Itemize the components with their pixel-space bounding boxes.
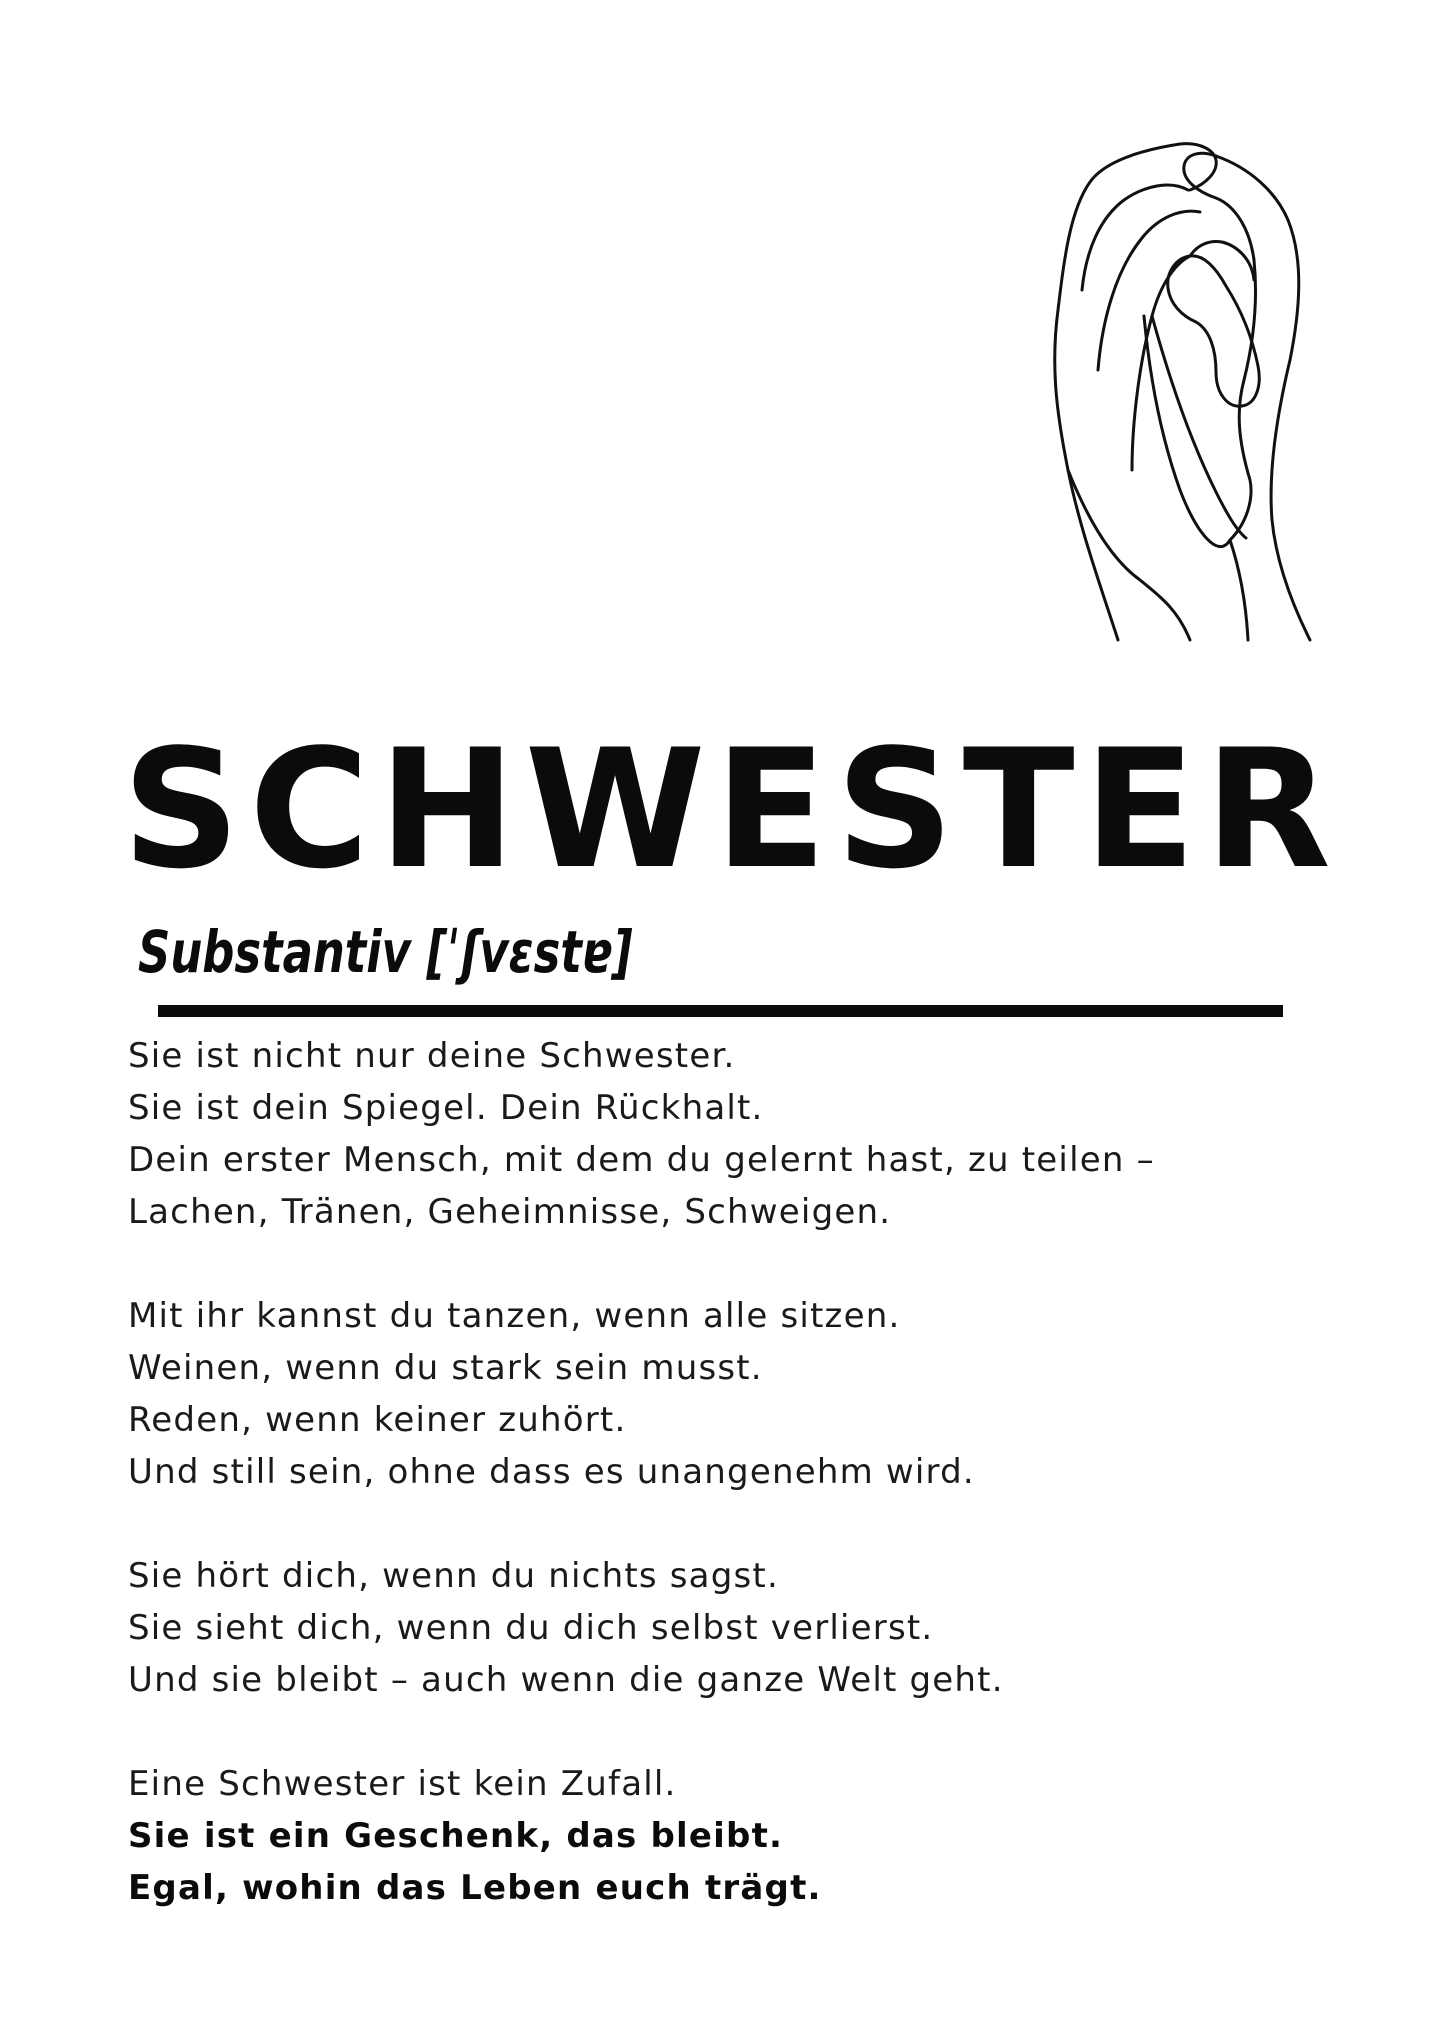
- poem-line: Sie sieht dich, wenn du dich selbst verlierst.: [128, 1608, 934, 1648]
- stanza-2: [128, 1290, 1328, 1498]
- stanza-3: [128, 1550, 1328, 1706]
- poem-line: Sie ist dein Spiegel. Dein Rückhalt.: [128, 1088, 764, 1128]
- poem-line-emphasis: Sie ist ein Geschenk, das bleibt.: [128, 1816, 784, 1856]
- poem-line: Und sie bleibt – auch wenn die ganze Welt geht.: [128, 1660, 1004, 1700]
- poem-line: Lachen, Tränen, Geheimnisse, Schweigen.: [128, 1192, 892, 1232]
- poem-line: Sie ist nicht nur deine Schwester.: [128, 1036, 736, 1076]
- divider-rule: [158, 1005, 1283, 1017]
- poem-line: Und still sein, ohne dass es unangenehm wird.: [128, 1452, 975, 1492]
- holding-hands-icon: [1040, 140, 1330, 650]
- poem-line-emphasis: Egal, wohin das Leben euch trägt.: [128, 1868, 822, 1908]
- poem-line: Dein erster Mensch, mit dem du gelernt hast, zu teilen –: [128, 1140, 1155, 1180]
- poem-body: [128, 1030, 1328, 1914]
- page-title: SCHWESTER: [122, 714, 1340, 905]
- word-class-pronunciation: Substantiv [ˈʃvɛstɐ]: [138, 918, 633, 986]
- poem-line: Weinen, wenn du stark sein musst.: [128, 1348, 763, 1388]
- stanza-4: [128, 1758, 1328, 1914]
- stanza-1: [128, 1030, 1328, 1238]
- poem-line: Mit ihr kannst du tanzen, wenn alle sitzen.: [128, 1296, 901, 1336]
- poem-line: Eine Schwester ist kein Zufall.: [128, 1764, 677, 1804]
- poem-line: Sie hört dich, wenn du nichts sagst.: [128, 1556, 779, 1596]
- poem-line: Reden, wenn keiner zuhört.: [128, 1400, 627, 1440]
